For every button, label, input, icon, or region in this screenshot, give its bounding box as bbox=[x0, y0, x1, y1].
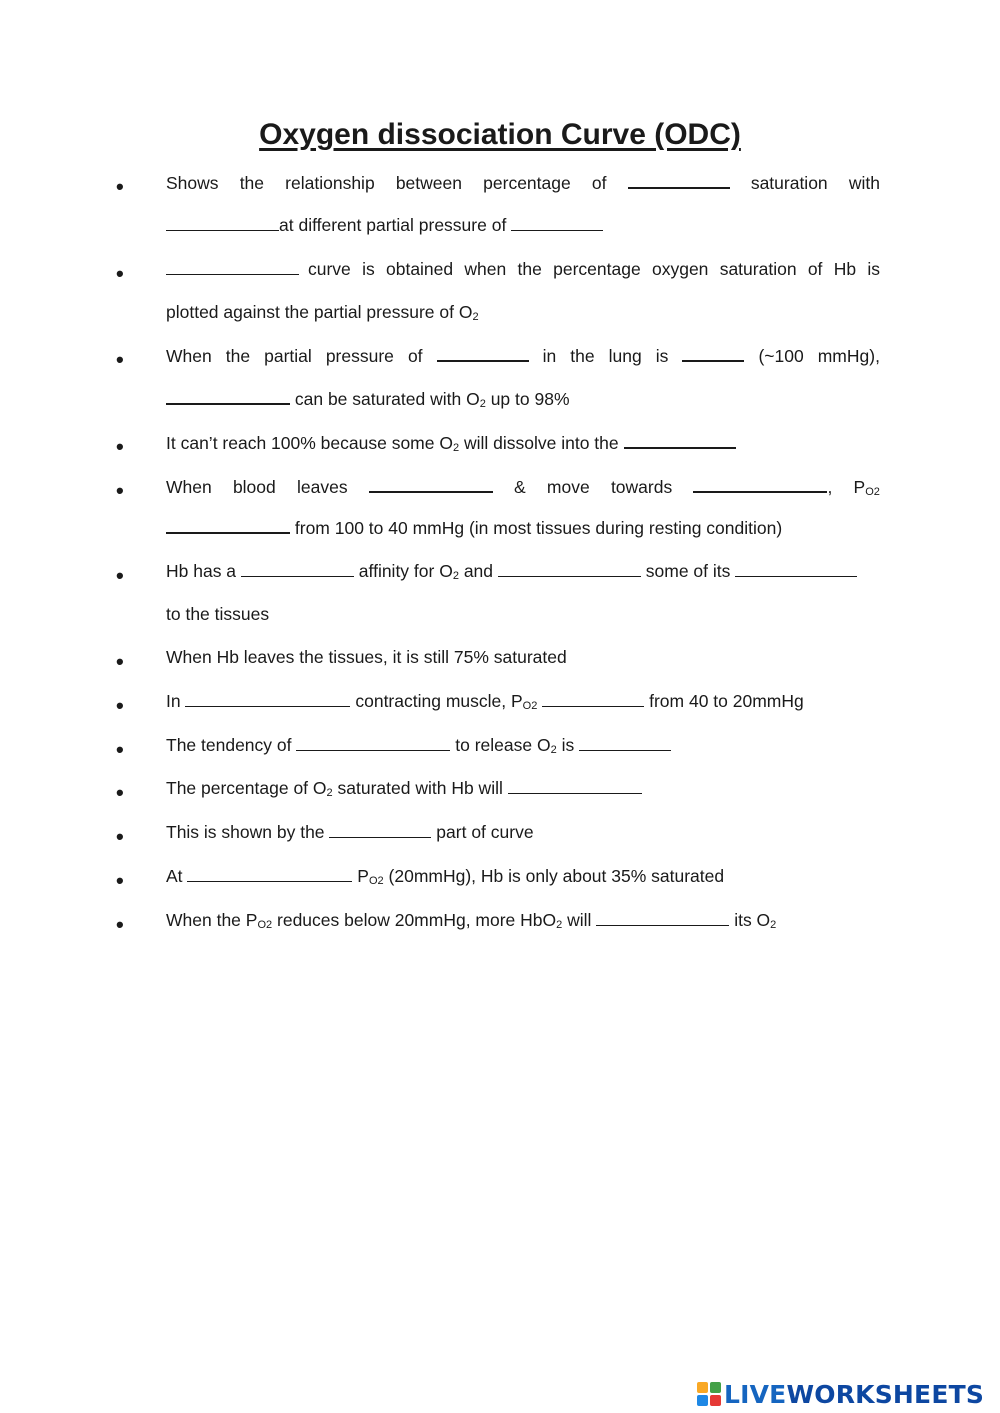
bullet: • bbox=[116, 693, 124, 718]
bullet: • bbox=[116, 174, 124, 199]
answer-blank[interactable] bbox=[329, 821, 431, 838]
answer-blank[interactable] bbox=[624, 431, 736, 449]
logo-square bbox=[710, 1382, 721, 1393]
bullet: • bbox=[116, 434, 124, 459]
answer-blank[interactable] bbox=[508, 777, 642, 794]
answer-blank[interactable] bbox=[693, 475, 827, 493]
answer-blank[interactable] bbox=[166, 258, 299, 275]
answer-blank[interactable] bbox=[511, 214, 603, 231]
answer-blank[interactable] bbox=[241, 560, 354, 577]
item-5-line-2: from 100 to 40 mmHg (in most tissues during resting condition) bbox=[166, 516, 880, 539]
item-2-line-2: plotted against the partial pressure of $O_2$ bbox=[166, 302, 479, 323]
item-12-line-1: At $P_{O2}$ (20mmHg), Hb is only about 35% saturated bbox=[166, 866, 725, 887]
item-5-line-1: When blood leaves & move towards , $P_{O2}$ bbox=[166, 477, 880, 498]
item-7-line-1: When Hb leaves the tissues, it is still 75% saturated bbox=[166, 647, 567, 667]
item-1-line-1: Shows the relationship between percentage of saturation with bbox=[166, 173, 880, 193]
logo-square bbox=[710, 1395, 721, 1406]
item-8-line-1: In contracting muscle, $P_{O2}$ from 40 to 20mmHg bbox=[166, 691, 804, 712]
answer-blank[interactable] bbox=[498, 560, 641, 577]
answer-blank[interactable] bbox=[628, 171, 730, 189]
item-3-line-2: can be saturated with $O_2$ up to 98% bbox=[166, 387, 880, 410]
answer-blank[interactable] bbox=[682, 344, 744, 362]
bullet: • bbox=[116, 649, 124, 674]
answer-blank[interactable] bbox=[735, 560, 857, 577]
bullet: • bbox=[116, 563, 124, 588]
item-10-line-1: The percentage of $O_2$ saturated with Hb will bbox=[166, 777, 880, 799]
answer-blank[interactable] bbox=[185, 690, 350, 707]
logo-square bbox=[697, 1382, 708, 1393]
bullet: • bbox=[116, 868, 124, 893]
answer-blank[interactable] bbox=[166, 516, 290, 534]
answer-blank[interactable] bbox=[187, 865, 352, 882]
item-6-line-2: to the tissues bbox=[166, 604, 270, 624]
answer-blank[interactable] bbox=[166, 214, 279, 231]
answer-blank[interactable] bbox=[579, 734, 671, 751]
answer-blank[interactable] bbox=[296, 734, 450, 751]
item-2-line-1: curve is obtained when the percentage oxygen saturation of Hb is bbox=[166, 258, 880, 280]
bullet: • bbox=[116, 478, 124, 503]
answer-blank[interactable] bbox=[596, 909, 729, 926]
item-4-line-1: It can’t reach 100% because some $O_2$ will dissolve into the bbox=[166, 431, 880, 454]
answer-blank[interactable] bbox=[166, 387, 290, 405]
item-3-line-1: When the partial pressure of in the lung is (~100 mmHg), bbox=[166, 346, 880, 366]
item-1-line-2: at different partial pressure of bbox=[166, 214, 880, 236]
answer-blank[interactable] bbox=[542, 690, 644, 707]
item-11-line-1: This is shown by the part of curve bbox=[166, 822, 534, 842]
logo-text: LIVEWORKSHEETS bbox=[724, 1379, 985, 1409]
bullet: • bbox=[116, 780, 124, 805]
bullet: • bbox=[116, 824, 124, 849]
bullet: • bbox=[116, 261, 124, 286]
item-6-line-1: Hb has a affinity for $O_2$ and some of its bbox=[166, 560, 880, 582]
bullet: • bbox=[116, 347, 124, 372]
worksheet-title: Oxygen dissociation Curve (ODC) bbox=[259, 118, 741, 151]
answer-blank[interactable] bbox=[437, 344, 529, 362]
bullet: • bbox=[116, 912, 124, 937]
liveworksheets-logo[interactable] bbox=[697, 1378, 984, 1410]
item-9-line-1: The tendency of to release $O_2$ is bbox=[166, 734, 880, 756]
liveworksheets-logo-icon bbox=[697, 1382, 721, 1406]
logo-square bbox=[697, 1395, 708, 1406]
item-13-line-1: When the $P_{O2}$ reduces below 20mmHg, more HbO$_2$ will its $O_2$ bbox=[166, 910, 777, 931]
answer-blank[interactable] bbox=[369, 475, 493, 493]
bullet: • bbox=[116, 737, 124, 762]
